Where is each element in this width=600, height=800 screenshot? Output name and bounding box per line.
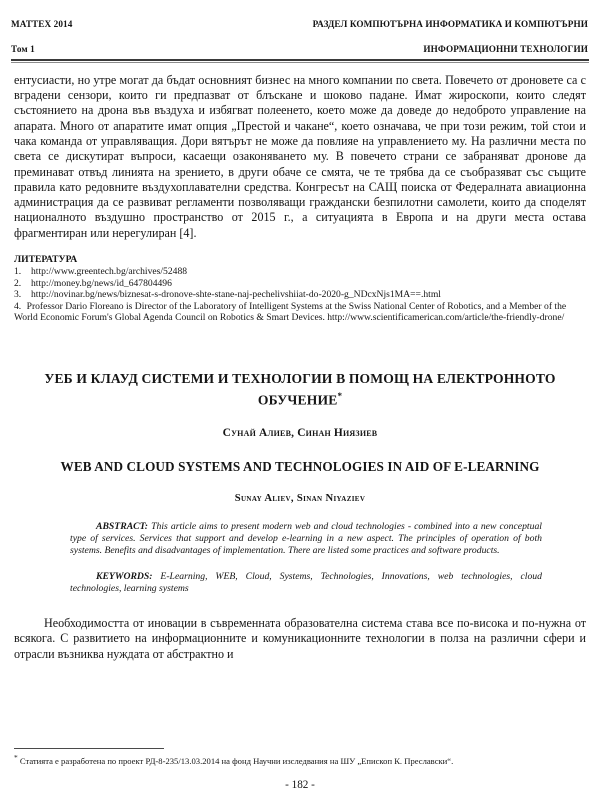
reference-item	[14, 289, 586, 301]
abstract-paragraph	[70, 521, 542, 558]
article-header	[10, 370, 590, 505]
reference-text[interactable]: http://money.bg/news/id_647804496	[31, 277, 172, 289]
keywords-text: E-Learning, WEB, Cloud, Systems, Technologies, Innovations, web technologies, cloud technologies, learning systems	[70, 570, 542, 594]
abstract-text: This article aims to present modern web and cloud technologies - combined into a new conceptual type of services. Services that support and develop e-learning in a new aspect. The principles of operation of both systems. Benefits and disadvantages of implementation. There are listed some practices and software products.	[70, 521, 542, 557]
previous-article-body	[10, 63, 590, 324]
article-title-en: WEB AND CLOUD SYSTEMS AND TECHNOLOGIES IN AID OF E-LEARNING	[60, 458, 540, 474]
journal-name: MATTEX 2014	[11, 19, 73, 30]
abstract-section	[10, 521, 590, 595]
article-opening-paragraph: Необходимостта от иновации в съвременната образователна система става все по-висока и по-нужна от всякога. С развитието на информационните и комуникационните технологии в полза на различни сфери и отрасли възниква нуждата от абстрактно и	[14, 616, 586, 661]
reference-item	[14, 278, 586, 290]
reference-item	[14, 266, 586, 278]
footnote-text	[10, 753, 590, 766]
page-number: - 182 -	[285, 779, 315, 791]
reference-number: 4.	[14, 300, 22, 312]
footnote-marker: *	[14, 752, 18, 762]
abstract-label: ABSTRACT:	[96, 521, 149, 533]
article-title-bg	[10, 370, 590, 409]
running-header-left	[11, 6, 72, 55]
footnote-separator-rule	[14, 748, 164, 749]
reference-text: Professor Dario Floreano is Director of the Laboratory of Intelligent Systems at the Swiss National Center of Robotics, and a Member of the World Economic Forum's Global Agenda Council on Robotics & Smart Devices. http://www.scientificamerican.com/article/the-friendly-drone/	[14, 300, 567, 324]
article-authors-bg: Сунай Алиев, Синан Ниязиев	[222, 426, 378, 439]
section-line-2: ИНФОРМАЦИОННИ ТЕХНОЛОГИИ	[423, 43, 588, 54]
reference-list	[14, 266, 586, 324]
title-footnote-marker: *	[337, 390, 343, 401]
previous-article-paragraph: ентусиасти, но утре могат да бъдат основният бизнес на много компании по света. Повечето от дроновете са с вградени сензори, които ги предпазват от блъскане и шоково падане. Имат жироскопи, които следят състоянието на дрона във въздуха и избягват полеенето, което може да доведе до недоброто управление на апарата. Много от апаратите имат опция „Престой и чакане“, което означава, че при този режим, той стои и чака команда от управляващия. Дори вятърът не може да повлияе на управлението му. На различни места по света се дискутират въпроси, касаещи озаконяването му. В повечето страни се забраняват дронове да преминават отвъд линията на зрението, в други обаче се смята, че те трябва да се съобразяват със същите правила като редовните въздухоплавателни средства. Конгресът на САЩ поиска от Федералната авиационна администрация да се развиват регламенти позволяващи граждански безпилотни самолети, които да споделят националното въздушно пространство от 2015 г., а ситуацията в Европа и на други места остава фрагментиран или нерегулиран [4].	[14, 72, 586, 240]
reference-text[interactable]: http://novinar.bg/news/biznesat-s-dronove-shte-stane-naj-pechelivshiiat-do-2020-g_NDcxNjs1MA==.html	[31, 289, 441, 301]
keywords-label: KEYWORDS:	[96, 570, 153, 582]
running-header-right	[313, 6, 588, 55]
keywords-paragraph	[70, 571, 542, 595]
volume-label: Том 1	[11, 43, 35, 54]
references-heading: ЛИТЕРАТУРА	[14, 254, 78, 266]
reference-item	[14, 301, 586, 324]
footnote-body: Статията е разработена по проект РД-8-235/13.03.2014 на фонд Научни изследвания на ШУ „Епископ К. Преславски“.	[17, 755, 454, 766]
reference-number: 3.	[14, 289, 22, 301]
article-authors-en: Sunay Aliev, Sinan Niyaziev	[234, 493, 366, 505]
footnote-area	[10, 748, 590, 766]
reference-number: 1.	[14, 266, 22, 278]
section-line-1: РАЗДЕЛ КОМПЮТЪРНА ИНФОРМАТИКА И КОМПЮТЪРНИ	[312, 19, 588, 30]
reference-number: 2.	[14, 277, 22, 289]
running-header	[10, 6, 590, 55]
reference-text[interactable]: http://www.greentech.bg/archives/52488	[31, 266, 188, 278]
article-title-bg-text: УЕБ И КЛАУД СИСТЕМИ И ТЕХНОЛОГИИ В ПОМОЩ НА ЕЛЕКТРОННОТО ОБУЧЕНИЕ	[44, 371, 556, 408]
article-body	[10, 616, 590, 662]
